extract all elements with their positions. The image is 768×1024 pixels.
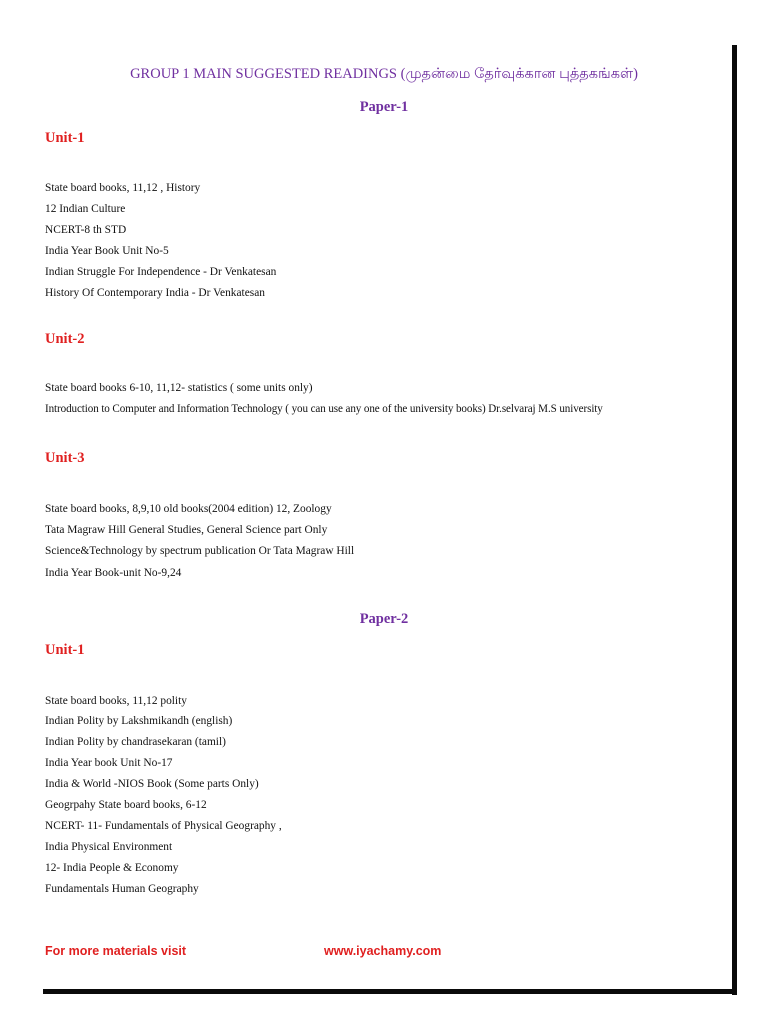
document-title: GROUP 1 MAIN SUGGESTED READINGS (முதன்மை தேர்வுக்கான புத்தகங்கள்) <box>130 66 638 82</box>
list-item: State board books, 11,12 polity <box>45 695 187 707</box>
paper-1-heading: Paper-1 <box>359 99 409 115</box>
paper-1-unit-1-heading: Unit-1 <box>45 130 85 146</box>
list-item: India & World -NIOS Book (Some parts Only) <box>45 778 259 790</box>
list-item: India Year book Unit No-17 <box>45 757 173 769</box>
list-item: NCERT-8 th STD <box>45 224 127 236</box>
paper-2-unit-1-heading: Unit-1 <box>45 642 85 658</box>
paper-1-unit-3-heading: Unit-3 <box>45 450 85 466</box>
page-border-bottom <box>43 989 737 994</box>
paper-1-unit-2-heading: Unit-2 <box>45 331 85 347</box>
list-item: Introduction to Computer and Information Technology ( you can use any one of the university books) Dr.selvaraj M.S university <box>45 403 603 415</box>
list-item: State board books, 11,12 , History <box>45 182 201 194</box>
list-item: 12 Indian Culture <box>45 203 126 215</box>
list-item: History Of Contemporary India - Dr Venkatesan <box>45 287 265 299</box>
list-item: Indian Polity by chandrasekaran (tamil) <box>45 736 226 748</box>
list-item: Indian Polity by Lakshmikandh (english) <box>45 715 233 727</box>
list-item: India Year Book-unit No-9,24 <box>45 567 182 579</box>
paper-2-heading: Paper-2 <box>359 611 409 627</box>
list-item: State board books 6-10, 11,12- statistics ( some units only) <box>45 382 313 394</box>
list-item: NCERT- 11- Fundamentals of Physical Geography , <box>45 820 282 832</box>
list-item: 12- India People & Economy <box>45 862 179 874</box>
list-item: State board books, 8,9,10 old books(2004 edition) 12, Zoology <box>45 503 332 515</box>
page-border-right <box>732 45 737 995</box>
footer-text: For more materials visit <box>45 944 187 958</box>
list-item: Fundamentals Human Geography <box>45 883 199 895</box>
list-item: India Physical Environment <box>45 841 173 853</box>
list-item: India Year Book Unit No-5 <box>45 245 169 257</box>
list-item: Tata Magraw Hill General Studies, General Science part Only <box>45 524 328 536</box>
list-item: Geogrpahy State board books, 6-12 <box>45 799 207 811</box>
footer-website-link[interactable]: www.iyachamy.com <box>324 944 442 958</box>
list-item: Indian Struggle For Independence - Dr Venkatesan <box>45 266 277 278</box>
list-item: Science&Technology by spectrum publication Or Tata Magraw Hill <box>45 545 355 557</box>
